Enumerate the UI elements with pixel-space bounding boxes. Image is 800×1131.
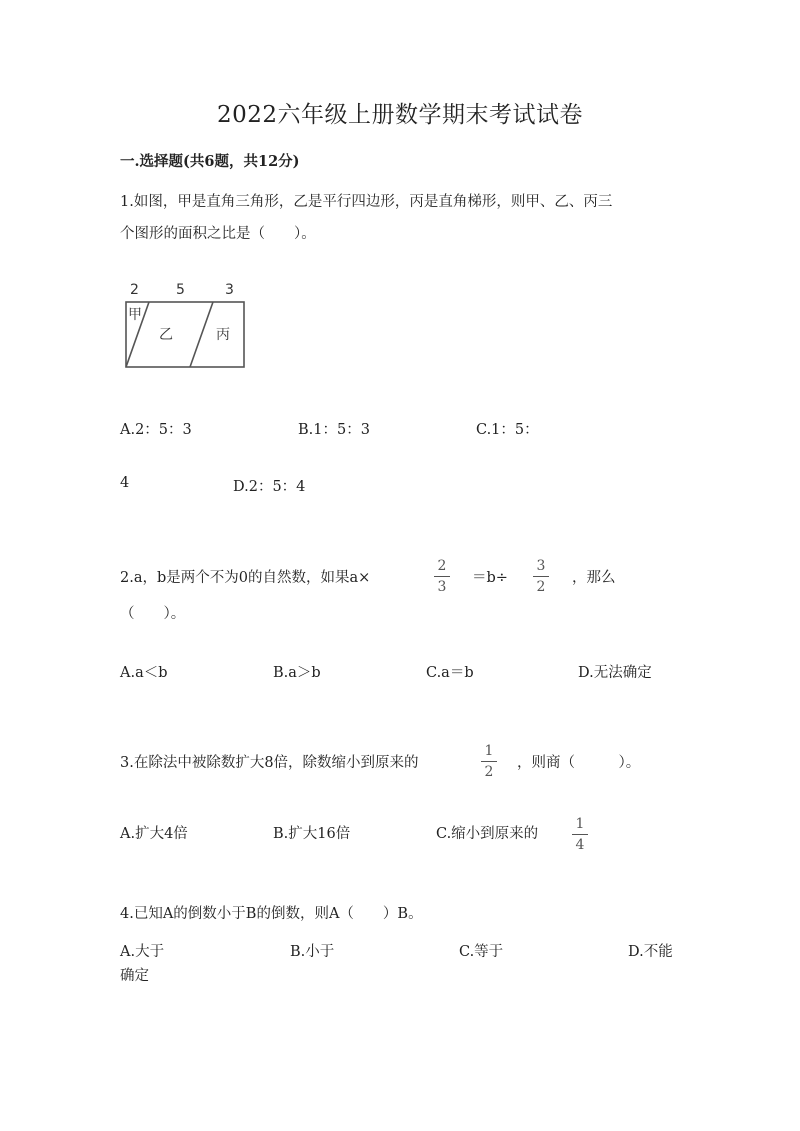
fraction-numerator: 2 xyxy=(437,558,447,574)
q1-text-line2: 个图形的面积之比是（ ）。 xyxy=(120,226,316,242)
q4-option-d-continued: 确定 xyxy=(120,968,149,984)
figure-label-bing: 丙 xyxy=(216,327,230,343)
q2-option-d[interactable]: D.无法确定 xyxy=(578,665,652,681)
fraction-denominator: 3 xyxy=(437,579,447,595)
q2-option-b[interactable]: B.a＞b xyxy=(273,665,321,681)
q1-option-b[interactable]: B.1：5：3 xyxy=(298,422,370,438)
q1-option-d[interactable]: D.2：5：4 xyxy=(233,479,306,495)
fraction-denominator: 4 xyxy=(575,837,585,853)
q1-option-c[interactable]: C.1：5： xyxy=(476,422,539,438)
q3-text-part2: ，则商（ ）。 xyxy=(517,755,641,771)
q4-option-a[interactable]: A.大于 xyxy=(120,944,165,960)
q2-fraction-1 xyxy=(432,558,452,595)
page-title: 2022六年级上册数学期末考试试卷 xyxy=(216,102,584,128)
fraction-numerator: 1 xyxy=(575,816,585,832)
q2-text-part3: ，那么 xyxy=(572,570,616,586)
q4-text: 4.已知A的倒数小于B的倒数，则A（ ）B。 xyxy=(120,906,423,922)
figure-label-3: 3 xyxy=(225,282,234,298)
figure-label-yi: 乙 xyxy=(159,327,173,343)
fraction-bar xyxy=(481,761,497,762)
fraction-denominator: 2 xyxy=(536,579,546,595)
fraction-numerator: 1 xyxy=(484,743,494,759)
q1-figure xyxy=(124,282,248,372)
q1-option-a[interactable]: A.2：5：3 xyxy=(120,422,192,438)
q4-option-c[interactable]: C.等于 xyxy=(459,944,504,960)
q3-text-part1: 3.在除法中被除数扩大8倍，除数缩小到原来的 xyxy=(120,755,419,771)
q2-option-c[interactable]: C.a＝b xyxy=(426,665,474,681)
fraction-bar xyxy=(434,576,450,577)
fraction-denominator: 2 xyxy=(484,764,494,780)
q3-option-a[interactable]: A.扩大4倍 xyxy=(120,826,188,842)
q1-option-c-continued: 4 xyxy=(120,475,130,491)
figure-label-2: 2 xyxy=(130,282,139,298)
q2-text-line2: （ ）。 xyxy=(120,606,186,622)
fraction-numerator: 3 xyxy=(536,558,546,574)
q4-option-d[interactable]: D.不能 xyxy=(628,944,673,960)
q2-text-part2: ＝b÷ xyxy=(472,570,508,586)
q2-text-part1: 2.a，b是两个不为0的自然数，如果a× xyxy=(120,570,371,586)
fraction-bar xyxy=(572,834,588,835)
figure-label-jia: 甲 xyxy=(128,307,142,323)
figure-label-5: 5 xyxy=(176,282,185,298)
q3-option-c-fraction xyxy=(570,816,590,853)
q3-fraction xyxy=(479,743,499,780)
section-heading: 一.选择题(共6题，共12分) xyxy=(120,153,300,170)
q4-option-b[interactable]: B.小于 xyxy=(290,944,335,960)
q2-fraction-2 xyxy=(531,558,551,595)
q3-option-b[interactable]: B.扩大16倍 xyxy=(273,826,351,842)
q2-option-a[interactable]: A.a＜b xyxy=(120,665,168,681)
q3-option-c[interactable]: C.缩小到原来的 xyxy=(436,826,539,842)
q1-text-line1: 1.如图，甲是直角三角形，乙是平行四边形，丙是直角梯形，则甲、乙、丙三 xyxy=(120,194,613,210)
fraction-bar xyxy=(533,576,549,577)
